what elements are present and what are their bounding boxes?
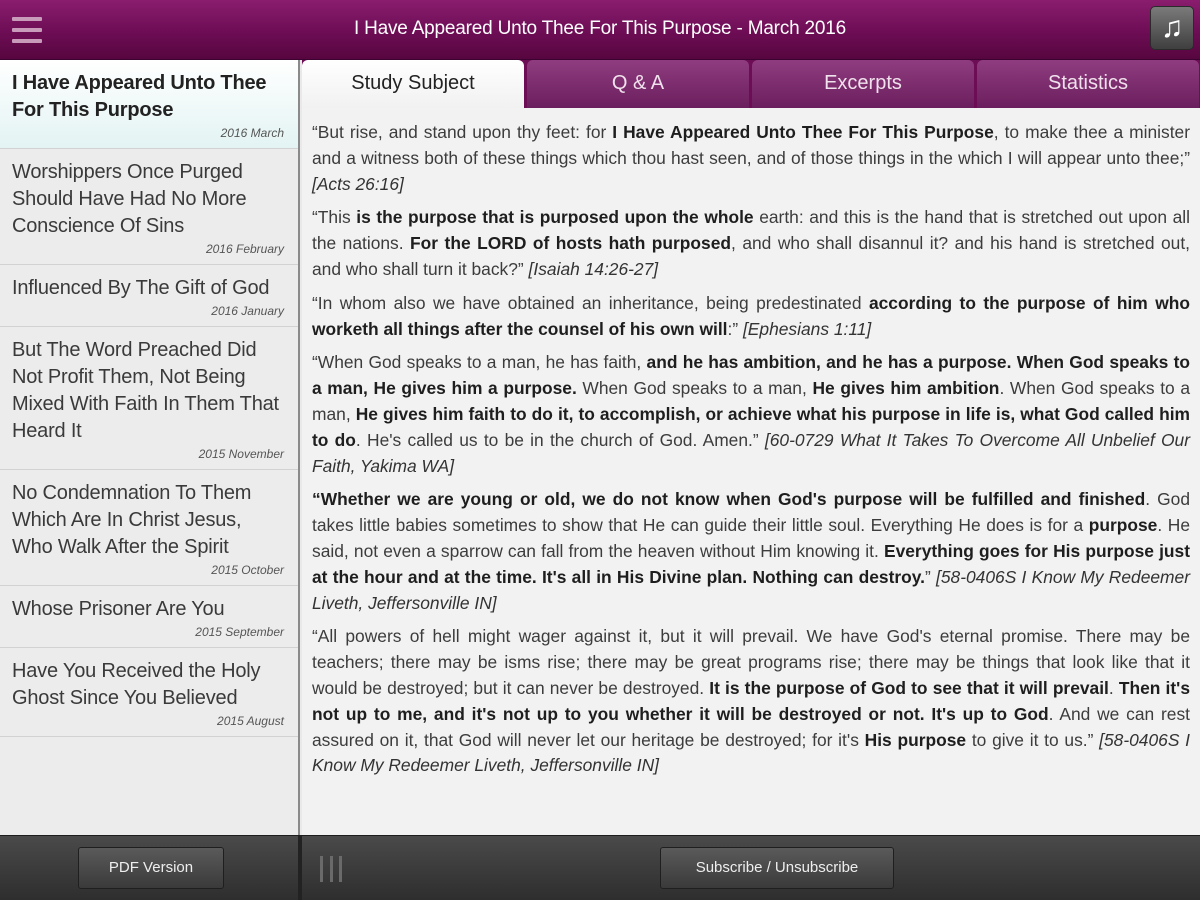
quote-paragraph [312,350,1190,479]
quote-text: When God speaks to a man, [576,378,813,399]
quote-text: earth: and this is the hand that is stretched out upon all the nations. [312,207,1191,254]
sidebar-item-date: 2015 October [211,563,284,577]
quote-text: . God takes little babies sometimes to show that He can guide their little soul. Everything He does is for a [312,489,1190,536]
sidebar-item[interactable] [0,265,298,327]
sidebar-item-title: But The Word Preached Did Not Profit Them, Not Being Mixed With Faith In Them That Heard It [12,339,279,442]
music-note-icon[interactable]: ♫ [1150,6,1194,50]
quote-text: . He said, not even a sparrow can fall from the heaven without Him knowing it. [312,515,1190,561]
pdf-version-button[interactable]: PDF Version [78,847,224,889]
sidebar-item-title: Influenced By The Gift of God [12,277,270,299]
emphasis-text: and he has ambition, and he has a purpose. When God speaks to a man, He gives him a purpose. [312,352,1190,399]
sidebar-item-title: Have You Received the Holy Ghost Since You Believed [12,660,261,709]
quote-text: , and who shall disannul it? and his hand is stretched out, and who shall turn it back?” [312,233,1190,279]
scripture-reference: [58-0406S I Know My Redeemer Liveth, Jeffersonville IN] [312,729,1191,776]
tab-statistics[interactable]: Statistics [977,60,1199,108]
sidebar-item-date: 2016 March [220,126,284,140]
sidebar-item-title: Worshippers Once Purged Should Have Had No More Conscience Of Sins [12,161,247,237]
tab-bar [302,60,1200,108]
quote-text: “In whom also we have obtained an inheritance, being predestinated [312,292,869,313]
emphasis-text: purpose [1088,515,1158,536]
hamburger-menu-icon[interactable] [10,14,44,46]
quote-text: . He's called us to be in the church of God. Amen.” [355,429,765,450]
subscribe-button[interactable]: Subscribe / Unsubscribe [660,847,894,889]
tab-study-subject[interactable]: Study Subject [302,60,524,108]
quote-text: , to make thee a minister and a witness both of these things which thou hast seen, and of those things in the which I will appear unto thee;” [312,122,1190,168]
sidebar-item-date: 2016 February [205,242,284,256]
sidebar-item-title: No Condemnation To Them Which Are In Christ Jesus, Who Walk After the Spirit [12,482,252,558]
bottom-toolbar [0,835,1200,900]
quote-text: “All powers of hell might wager against it, but it will prevail. We have God's eternal promise. There may be teachers; there may be isms rise; there may be great programs rise; there may be things that look like that it would be destroyed; but it can never be destroyed. [312,626,1190,698]
sidebar-item-title: I Have Appeared Unto Thee For This Purpose [12,72,267,121]
sidebar [0,60,300,835]
quote-text: . And we can rest assured on it, that God will never let our heritage be destroyed; for it's [312,703,1190,750]
emphasis-text: He gives him ambition [812,378,1000,399]
emphasis-text: is the purpose that is purposed upon the whole [356,207,754,228]
sidebar-item-title: Whose Prisoner Are You [12,598,225,620]
quote-paragraph [312,205,1190,282]
sidebar-item[interactable] [0,470,298,586]
title-bar [0,0,1200,60]
quote-text: “When God speaks to a man, he has faith, [312,352,647,373]
tab-excerpts[interactable]: Excerpts [752,60,974,108]
sidebar-item[interactable] [0,586,298,648]
scripture-reference: [Ephesians 1:11] [742,318,872,339]
drag-handle-icon[interactable] [320,856,342,882]
sidebar-item-date: 2015 November [198,447,284,461]
sidebar-item[interactable] [0,60,298,149]
emphasis-text: His purpose [864,729,967,750]
quote-text: “But rise, and stand upon thy feet: for [312,122,613,142]
quote-text: to give it to us.” [966,729,1100,750]
emphasis-text: It is the purpose of God to see that it will prevail [709,677,1109,698]
quote-paragraph [312,624,1190,779]
emphasis-text: according to the purpose of him who worketh all things after the counsel of his own will [312,292,1190,339]
quote-paragraph [312,120,1190,197]
quote-paragraph [312,291,1190,343]
quote-text: “This [312,207,357,228]
emphasis-text: Everything goes for His purpose just at the hour and at the time. It's all in His Divine plan. Nothing can destroy. [312,540,1190,587]
emphasis-text: “Whether we are young or old, we do not know when God's purpose will be fulfilled and finished [312,489,1146,510]
quote-text: :” [727,318,743,339]
page-title: I Have Appeared Unto Thee For This Purpose - March 2016 [353,18,847,39]
emphasis-text: Then it's not up to me, and it's not up to you whether it will be destroyed or not. It's up to God [312,677,1190,724]
scripture-reference: [Acts 26:16] [312,173,404,194]
emphasis-text: He gives him faith to do it, to accomplish, or achieve what his purpose in life is, what God called him to do [312,403,1191,450]
panel-divider [298,836,302,900]
sidebar-item[interactable] [0,648,298,737]
emphasis-text: For the LORD of hosts hath purposed [410,233,732,254]
sidebar-item-date: 2016 January [211,304,284,318]
sidebar-item[interactable] [0,149,298,265]
quote-text: . [1108,677,1119,698]
scripture-reference: [Isaiah 14:26-27] [528,258,659,279]
quote-paragraph [312,487,1190,616]
quote-text: ” [925,566,937,587]
scripture-reference: [60-0729 What It Takes To Overcome All Unbelief Our Faith, Yakima WA] [312,429,1190,476]
tab-q-a[interactable]: Q & A [527,60,749,108]
scripture-reference: [58-0406S I Know My Redeemer Liveth, Jeffersonville IN] [312,566,1190,613]
sidebar-item[interactable] [0,327,298,470]
quote-text: . When God speaks to a man, [312,378,1191,424]
sidebar-item-date: 2015 September [195,625,284,639]
sidebar-item-date: 2015 August [217,714,284,728]
study-content [302,108,1200,835]
emphasis-text: I Have Appeared Unto Thee For This Purpose [612,122,994,142]
